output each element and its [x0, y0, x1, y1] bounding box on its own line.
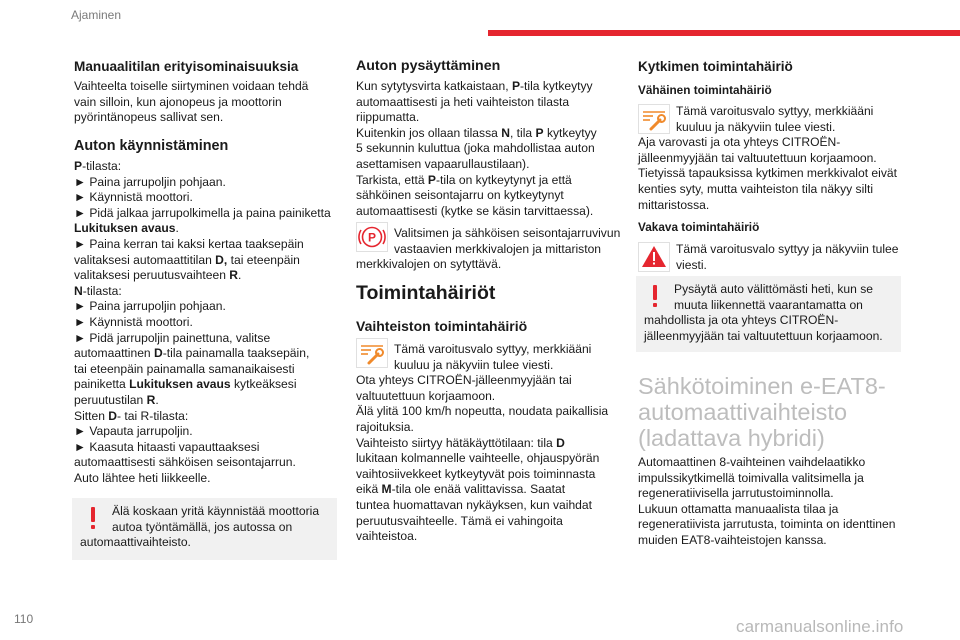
text-line: muiden EAT8-vaihteistojen kanssa.: [638, 532, 827, 547]
header-accent-bar: [488, 30, 960, 36]
text-line: peruutusvaihteelle. Tämä ei vahingoita: [356, 513, 563, 528]
text-line: Automaattinen 8-vaihteinen vaihdelaatikko: [638, 455, 866, 469]
major-fault-heading: Vakava toimintahäiriö: [638, 220, 760, 234]
text-line: vaihteistoa.: [356, 529, 418, 544]
text-line: sähköinen seisontajarru on kytkeytynyt: [356, 188, 564, 203]
watermark: carmanualsonline.info: [736, 617, 904, 636]
text-line: merkkivalojen on sytyttävä.: [356, 257, 502, 272]
text-line: mahdollista ja ota yhteys CITROËN-: [644, 313, 839, 328]
text-line: rajoituksia.: [356, 419, 414, 434]
minor-fault-heading: Vähäinen toimintahäiriö: [638, 83, 772, 97]
stop-car-warning-note: [636, 276, 901, 352]
starting-text: [74, 159, 331, 486]
text-line: jälleenmyyjään tai valtuutettuun korjaamoon.: [644, 328, 883, 343]
text-line: Lukituksen avaus.: [74, 221, 179, 236]
text-line: automaattisesti (kytke se käsin tarvittaessa).: [356, 203, 594, 218]
text-line: Sitten D- tai R-tilasta:: [74, 408, 189, 423]
gearbox-fault-text: [356, 342, 608, 545]
text-line: Vaihteelta toiselle siirtyminen voidaan tehdä: [74, 79, 309, 93]
text-line: ► Käynnistä moottori.: [74, 314, 193, 329]
text-line: ► Kaasuta hitaasti vapauttaaksesi: [74, 439, 260, 454]
text-line: Lukuun ottamatta manuaalista tilaa ja: [638, 501, 839, 516]
text-line: kuuluu ja näkyviin tulee viesti.: [394, 357, 554, 372]
text-line: painiketta Lukituksen avaus kytkeäksesi: [74, 377, 297, 392]
text-line: ► Pidä jarrupoljin painettuna, valitse: [74, 330, 271, 345]
text-line: automaattivaihteisto.: [80, 535, 191, 550]
text-line: Auto lähtee heti liikkeelle.: [74, 470, 211, 485]
text-line: valitaksesi automaattitilan D, tai eteenpäin: [74, 252, 300, 267]
text-line: regeneratiivista jarrutusta, toiminta on identtinen: [638, 517, 896, 532]
text-line: valitaksesi peruutusvaihteen R.: [74, 268, 242, 283]
text-line: ► Paina jarrupoljin pohjaan.: [74, 299, 226, 314]
text-line: muuta liikennettä vaarantamatta on: [674, 297, 863, 312]
text-line: eikä M-tila ole enää valittavissa. Saatat: [356, 482, 566, 497]
text-line: Valitsimen ja sähköisen seisontajarruvivun: [394, 226, 621, 240]
text-line: ► Vapauta jarrupoljin.: [74, 424, 193, 439]
minor-fault-text: [638, 104, 897, 213]
text-line: riippumatta.: [356, 110, 420, 125]
text-line: automaattinen D-tila painamalla taaksepäin,: [74, 346, 310, 361]
text-line: 5 sekunnin kuluttua (joka mahdollistaa auton: [356, 141, 595, 156]
text-line: regeneratiivisella jarrutustoiminnolla.: [638, 486, 834, 501]
text-line: vaihtosiivekkeet kytkeytyvät pois toiminnasta: [356, 466, 596, 481]
text-line: kuuluu ja näkyviin tulee viesti.: [676, 119, 836, 134]
eat8-heading: [638, 373, 908, 451]
text-line: ► Paina jarrupoljin pohjaan.: [74, 174, 226, 189]
text-line: vastaavien merkkivalojen ja mittariston: [394, 241, 602, 256]
text-line: Pysäytä auto välittömästi heti, kun se: [674, 282, 873, 296]
section-header: Ajaminen: [71, 8, 122, 22]
gearbox-fault-heading: Vaihteiston toimintahäiriö: [356, 318, 528, 334]
text-line: ► Paina kerran tai kaksi kertaa taaksepäin: [74, 236, 304, 251]
push-start-warning-note: [72, 498, 337, 560]
text-line: N-tilasta:: [74, 283, 122, 298]
text-line: mittaristossa.: [638, 197, 710, 212]
parking-heading: Auton pysäyttäminen: [356, 58, 501, 74]
text-line: ► Pidä jalkaa jarrupolkimella ja paina painiketta: [74, 205, 331, 220]
text-line: Tietyissä tapauksissa kytkimen merkkivalot eivät: [638, 166, 897, 181]
text-line: Tarkista, että P-tila on kytkeytynyt ja että: [356, 172, 572, 187]
stop-car-warning-text: [644, 282, 883, 344]
text-line: tai eteenpäin painamalla samanaikaisesti: [74, 361, 295, 376]
text-line: jälleenmyyjään tai valtuutettuun korjaamoon.: [638, 150, 877, 165]
page-number: 110: [14, 612, 34, 626]
text-line: asettamisen vapaarullaustilaan).: [356, 156, 530, 171]
text-line: impulssikytkimellä toimivalla valitsimella ja: [638, 470, 864, 485]
text-line: Kun sytytysvirta katkaistaan, P-tila kytkeytyy: [356, 79, 593, 93]
clutch-fault-heading: Kytkimen toimintahäiriö: [638, 59, 793, 74]
text-line: vain silloin, kun ajonopeus ja moottorin: [74, 94, 282, 109]
svg-text:P: P: [367, 230, 377, 245]
push-start-warning-text: [80, 504, 319, 551]
eat8-text: [638, 455, 895, 549]
major-fault-text: [638, 242, 898, 273]
text-line: ► Käynnistä moottori.: [74, 190, 193, 205]
text-line: automaattisesti sähköisen seisontajarrun.: [74, 455, 296, 470]
text-line: Tämä varoitusvalo syttyy ja näkyviin tulee: [676, 242, 899, 256]
text-line: viesti.: [676, 257, 707, 272]
heading-line: automaattivaihteisto: [638, 399, 848, 425]
text-line: Tämä varoitusvalo syttyy, merkkiääni: [676, 104, 874, 118]
parking-brake-text: [356, 226, 620, 273]
text-line: P-tilasta:: [74, 159, 122, 173]
text-line: peruutustilan R.: [74, 392, 159, 407]
parking-text: [356, 79, 597, 219]
text-line: Älä koskaan yritä käynnistää moottoria: [112, 504, 320, 518]
text-line: Ota yhteys CITROËN-jälleenmyyjään tai: [356, 373, 572, 388]
text-line: Aja varovasti ja ota yhteys CITROËN-: [638, 135, 841, 150]
text-line: Tämä varoitusvalo syttyy, merkkiääni: [394, 342, 592, 356]
text-line: autoa työntämällä, jos autossa on: [112, 519, 293, 534]
manual-mode-text: [74, 79, 308, 126]
text-line: Vaihteisto siirtyy hätäkäyttötilaan: tila D: [356, 435, 565, 450]
text-line: pyörintänopeus sallivat sen.: [74, 110, 224, 125]
starting-heading: Auton käynnistäminen: [74, 138, 229, 154]
text-line: tuntea huomattavan nykäyksen, kun vaihdat: [356, 497, 592, 512]
text-line: valtuutettuun korjaamoon.: [356, 388, 496, 403]
text-line: lukitaan kolmannelle vaihteelle, ohjauspyörän: [356, 451, 600, 466]
manual-mode-heading: Manuaalitilan erityisominaisuuksia: [74, 59, 299, 74]
text-line: Älä ylitä 100 km/h nopeutta, noudata paikallisia: [356, 404, 609, 419]
text-line: Kuitenkin jos ollaan tilassa N, tila P kytkeytyy: [356, 125, 597, 140]
faults-heading: Toimintahäiriöt: [356, 282, 496, 304]
heading-line: (ladattava hybridi): [638, 425, 825, 451]
text-line: kenties syty, mutta vaihteiston tila näkyy silti: [638, 181, 874, 196]
text-line: automaattisesti ja heti vaihteiston tilasta: [356, 94, 570, 109]
heading-line: Sähkötoiminen e-EAT8-: [638, 373, 886, 399]
